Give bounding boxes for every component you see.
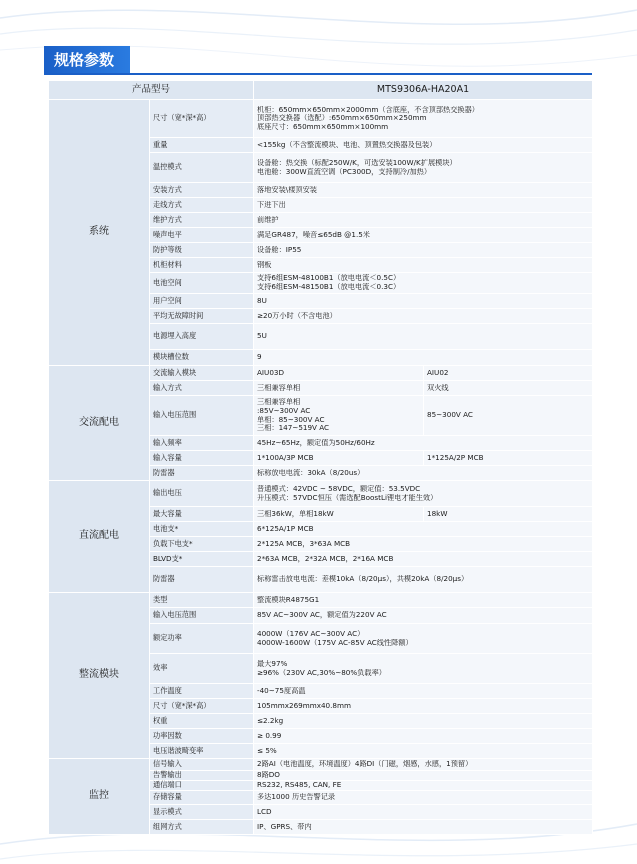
spec-value-line: 5U	[257, 332, 267, 341]
spec-value-line: 三相：147~519V AC	[257, 424, 330, 433]
spec-value-line: 85V AC~300V AC，额定值为220V AC	[257, 611, 387, 620]
spec-value-line: 前维护	[257, 215, 279, 224]
table-header-row	[49, 81, 593, 100]
spec-table	[48, 80, 593, 835]
spec-value	[254, 537, 593, 552]
spec-value	[254, 771, 593, 781]
spec-label: 输出电压	[150, 481, 254, 507]
spec-value-line: RS232, RS485, CAN, FE	[257, 781, 342, 790]
spec-value-line: 9	[257, 353, 262, 362]
spec-value	[254, 451, 424, 466]
spec-value	[254, 436, 593, 451]
category-cell: 整流模块	[49, 593, 150, 759]
spec-label: 组网方式	[150, 820, 254, 835]
spec-value	[254, 324, 593, 350]
spec-label: 输入容量	[150, 451, 254, 466]
spec-value-line: IP、GPRS、带内	[257, 822, 312, 831]
spec-label: 模块槽位数	[150, 350, 254, 366]
spec-value	[254, 522, 593, 537]
spec-label: 用户空间	[150, 294, 254, 309]
spec-value	[254, 781, 593, 791]
spec-value-line: 顶部热交换器（选配）:650mm×650mm×250mm	[257, 114, 427, 123]
spec-value	[254, 153, 593, 183]
spec-label: 输入电压范围	[150, 396, 254, 436]
table-row	[49, 481, 593, 507]
spec-value-alt	[424, 381, 593, 396]
spec-value-line: 下进下出	[257, 200, 286, 209]
spec-label: 类型	[150, 593, 254, 608]
spec-value	[254, 243, 593, 258]
table-row	[49, 759, 593, 771]
spec-value-line: 三相兼容单相	[257, 398, 301, 407]
spec-value-line: 钢板	[257, 260, 272, 269]
spec-value-line: 标称雷击放电电流：差模10kA（8/20μs），共模20kA（8/20μs）	[257, 575, 469, 584]
spec-value-alt	[424, 507, 593, 522]
spec-value	[254, 507, 424, 522]
spec-value-line: :85V~300V AC	[257, 406, 311, 415]
spec-value-line: 2*125A MCB，3*63A MCB	[257, 539, 351, 548]
spec-value	[254, 744, 593, 759]
spec-label: 电池支*	[150, 522, 254, 537]
spec-value	[254, 699, 593, 714]
spec-value-line: 电池舱：300W直流空调（PC300D，支持制冷/加热）	[257, 167, 432, 176]
spec-value	[254, 138, 593, 153]
spec-label: 输入方式	[150, 381, 254, 396]
spec-value-line: 支持6组ESM-48150B1（放电电流＜0.3C）	[257, 283, 401, 291]
spec-value	[254, 294, 593, 309]
spec-value	[254, 258, 593, 273]
spec-value-line: 85~300V AC	[427, 411, 473, 420]
spec-label: 温控模式	[150, 153, 254, 183]
spec-value-line: 8U	[257, 296, 267, 305]
spec-value-line: 普通模式：42VDC ~ 58VDC，额定值：53.5VDC	[257, 484, 421, 493]
spec-value	[254, 100, 593, 138]
spec-label: 功率因数	[150, 729, 254, 744]
header-model: MTS9306A-HA20A1	[254, 81, 593, 100]
spec-label: 效率	[150, 654, 254, 684]
spec-value	[254, 759, 593, 771]
spec-label: BLVD支*	[150, 552, 254, 567]
spec-value-line: 6*125A/1P MCB	[257, 524, 314, 533]
spec-value	[254, 624, 593, 654]
spec-value-line: 45Hz~65Hz，额定值为50Hz/60Hz	[257, 438, 375, 447]
category-cell: 系统	[49, 100, 150, 366]
spec-value	[254, 684, 593, 699]
spec-value	[254, 396, 424, 436]
spec-label: 告警输出	[150, 771, 254, 781]
spec-value-line: 单相：85~300V AC	[257, 415, 325, 424]
spec-value	[254, 350, 593, 366]
spec-label: 防雷器	[150, 466, 254, 481]
spec-value-line: -40~75度高温	[257, 686, 306, 695]
spec-value-line: 双火线	[427, 383, 449, 392]
spec-label: 尺寸（宽*深*高）	[150, 100, 254, 138]
spec-label: 交流输入模块	[150, 366, 254, 381]
spec-label: 机柜材料	[150, 258, 254, 273]
spec-value	[254, 593, 593, 608]
spec-value-line: 1*100A/3P MCB	[257, 453, 314, 462]
spec-label: 额定功率	[150, 624, 254, 654]
spec-value-line: 105mmx269mmx40.8mm	[257, 701, 351, 710]
spec-value-line: 机柜：650mm×650mm×2000mm（含底座，不含顶部热交换器）	[257, 105, 479, 114]
spec-value	[254, 381, 424, 396]
spec-value-line: 2*63A MCB，2*32A MCB，2*16A MCB	[257, 554, 394, 563]
title-underline	[44, 73, 592, 75]
spec-value	[254, 729, 593, 744]
spec-value-line: ≥20万小时（不含电池）	[257, 311, 337, 320]
spec-value-line: ≥ 0.99	[257, 731, 282, 740]
table-row	[49, 366, 593, 381]
spec-label: 存储容量	[150, 791, 254, 805]
spec-value-line: 最大97%	[257, 659, 288, 668]
spec-value-line: 整流模块R4875G1	[257, 595, 320, 604]
spec-label: 负载下电支*	[150, 537, 254, 552]
spec-label: 安装方式	[150, 183, 254, 198]
spec-value	[254, 228, 593, 243]
spec-value	[254, 654, 593, 684]
spec-label: 电源埋入高度	[150, 324, 254, 350]
spec-label: 输入电压范围	[150, 608, 254, 624]
spec-label: 工作温度	[150, 684, 254, 699]
category-cell: 直流配电	[49, 481, 150, 593]
spec-label: 维护方式	[150, 213, 254, 228]
spec-value-line: 升压模式：57VDC恒压（需选配BoostLi锂电才能生效）	[257, 493, 438, 502]
spec-value-line: 4000W（176V AC~300V AC）	[257, 629, 365, 638]
category-cell: 交流配电	[49, 366, 150, 481]
spec-value-line: 4000W-1600W（175V AC-85V AC线性降额）	[257, 638, 413, 647]
category-cell: 监控	[49, 759, 150, 835]
spec-label: 最大容量	[150, 507, 254, 522]
spec-label: 显示模式	[150, 805, 254, 820]
spec-value	[254, 481, 593, 507]
spec-value	[254, 608, 593, 624]
spec-label: 噪声电平	[150, 228, 254, 243]
spec-value	[254, 805, 593, 820]
spec-label: 输入频率	[150, 436, 254, 451]
spec-value	[254, 567, 593, 593]
table-row	[49, 100, 593, 138]
spec-label: 防护等级	[150, 243, 254, 258]
spec-value-line: <155kg（不含整流模块、电池、顶置热交换器及包装）	[257, 140, 437, 149]
spec-value-alt	[424, 396, 593, 436]
spec-value	[254, 820, 593, 835]
spec-value-line: LCD	[257, 807, 272, 816]
spec-value	[254, 466, 593, 481]
spec-value-line: 8路DO	[257, 771, 280, 780]
spec-value	[254, 309, 593, 324]
spec-value-line: 2路AI（电池温度，环境温度）4路DI（门磁，烟感，水感，1预留）	[257, 760, 473, 769]
section-title: 规格参数	[44, 46, 130, 74]
spec-value-line: 三相36kW，单相18kW	[257, 509, 334, 518]
spec-label: 走线方式	[150, 198, 254, 213]
spec-value-line: 三相兼容单相	[257, 383, 301, 392]
spec-value-line: 落地安装\楼顶安装	[257, 185, 317, 194]
spec-label: 平均无故障时间	[150, 309, 254, 324]
spec-label: 防雷器	[150, 567, 254, 593]
spec-label: 尺寸（宽*深*高）	[150, 699, 254, 714]
spec-value	[254, 198, 593, 213]
spec-value-line: ≥96%（230V AC,30%~80%负载率）	[257, 668, 386, 677]
spec-label: 电池空间	[150, 273, 254, 294]
spec-value	[254, 213, 593, 228]
spec-value-line: 多达1000 历史告警记录	[257, 793, 336, 802]
spec-value-line: 满足GR487，噪音≤65dB @1.5米	[257, 230, 370, 239]
spec-value	[254, 714, 593, 729]
spec-value-line: 支持6组ESM-48100B1（放电电流＜0.5C）	[257, 274, 401, 283]
spec-value	[254, 183, 593, 198]
spec-value-line: 1*125A/2P MCB	[427, 453, 484, 462]
spec-value	[254, 552, 593, 567]
spec-value-alt	[424, 366, 593, 381]
spec-value-line: AIU03D	[257, 368, 284, 377]
spec-value	[254, 791, 593, 805]
spec-value-line: 底座尺寸：650mm×650mm×100mm	[257, 122, 389, 131]
spec-value-line: 设备舱：热交换（标配250W/K，可选安装100W/K扩展模块）	[257, 158, 457, 167]
spec-label: 权重	[150, 714, 254, 729]
spec-value-line: ≤2.2kg	[257, 716, 284, 725]
spec-value-line: 18kW	[427, 509, 448, 518]
spec-value	[254, 366, 424, 381]
spec-label: 通信端口	[150, 781, 254, 791]
spec-value-line: 标称放电电流：30kA（8/20us）	[257, 468, 365, 477]
header-label: 产品型号	[49, 81, 254, 100]
spec-value	[254, 273, 593, 294]
spec-value-line: ≤ 5%	[257, 746, 277, 755]
spec-label: 电压谐波畸变率	[150, 744, 254, 759]
spec-value-line: 设备舱：IP55	[257, 245, 302, 254]
spec-value-alt	[424, 451, 593, 466]
spec-value-line: AIU02	[427, 368, 449, 377]
spec-label: 信号输入	[150, 759, 254, 771]
spec-label: 重量	[150, 138, 254, 153]
table-row	[49, 593, 593, 608]
